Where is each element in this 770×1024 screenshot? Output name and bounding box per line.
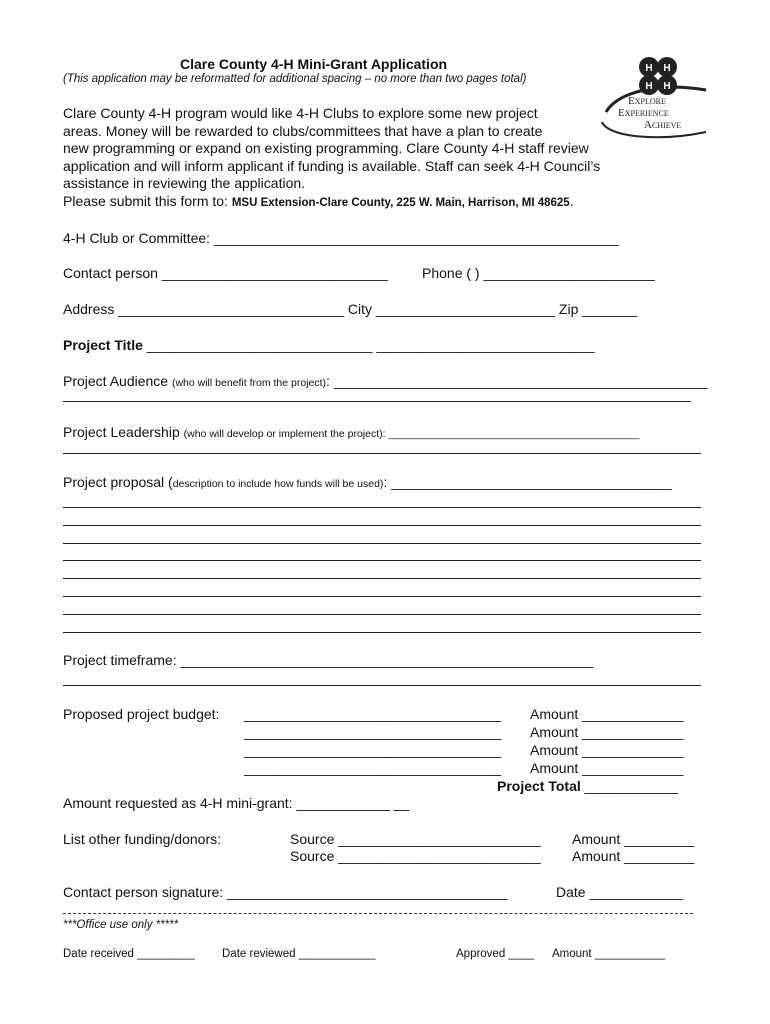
budget-item-line[interactable]: _________________________________ [244,724,501,740]
amount-label: Amount [530,760,579,776]
budget-amount[interactable] [530,706,683,722]
amount-line: _____________ [582,760,684,776]
budget-amount[interactable] [530,742,683,758]
date-label: Date [556,884,586,900]
budget-label: Proposed project budget: [63,706,220,722]
4h-logo [588,52,712,144]
budget-item-line[interactable]: _________________________________ [244,742,501,758]
svg-text:H: H [663,63,671,74]
amount-label: Amount [530,706,579,722]
amount-label: Amount [572,848,621,864]
funding-amount-line: _________ [624,831,695,847]
submit-address: MSU Extension-Clare County, 225 W. Main, Harrison, MI 48625 [231,196,570,209]
leadership-hint: (who will develop or implement the project): ___________________________________________ [183,428,640,440]
amount-label: Amount [530,724,579,740]
office-separator [63,913,693,914]
date-field[interactable] [556,884,683,900]
other-funding-label: List other funding/donors: [63,831,221,847]
submit-instructions [63,193,600,213]
audience-hint: (who will benefit from the project) [171,377,327,389]
audience-line: : ________________________________________________ [326,373,708,389]
source-line: __________________________ [338,831,541,847]
project-proposal-field[interactable] [63,474,672,490]
office-use-label: ***Office use only ***** [63,919,179,931]
amount-label: Amount [530,742,579,758]
proposal-line[interactable] [63,614,701,615]
intro-line: assistance in reviewing the application. [63,175,306,191]
amount-line: _____________ [582,724,684,740]
proposal-line[interactable] [63,560,701,561]
funding-amount-field[interactable] [572,848,694,864]
intro-paragraph [63,105,600,212]
proposal-label: Project proposal ( [63,474,173,490]
contact-person-field[interactable]: Contact person _____________________________ [63,265,388,281]
funding-source-field[interactable] [290,831,541,847]
intro-line: areas. Money will be rewarded to clubs/committees that have a plan to create [63,122,543,139]
audience-continuation-line[interactable] [63,401,691,402]
date-line: ____________ [589,884,683,900]
svg-text:H: H [663,81,671,92]
address-field[interactable]: Address _____________________________ City _______________________ Zip _______ [63,301,637,317]
signature-field[interactable]: Contact person signature: ____________________________________ [63,884,508,900]
proposal-hint: description to include how funds will be used) [172,478,384,490]
amount-requested-field[interactable]: Amount requested as 4-H mini-grant: ____________ __ [63,795,410,811]
amount-label: Amount [572,831,621,847]
office-amount-field[interactable]: Amount ___________ [552,948,666,960]
submit-label: Please submit this form to: [63,192,232,209]
project-timeframe-field[interactable]: Project timeframe: _____________________________________________________ [63,652,594,668]
submit-end: . [569,192,574,209]
proposal-line[interactable] [63,507,701,508]
intro-line: Clare County 4-H program would like 4-H Clubs to explore some new project [63,105,538,121]
proposal-line[interactable] [63,596,701,597]
budget-amount[interactable] [530,724,683,740]
amount-line: _____________ [582,706,684,722]
form-subtitle: (This application may be reformatted for additional spacing – no more than two pages total) [63,73,527,85]
source-line: __________________________ [338,848,541,864]
project-total[interactable] [497,778,678,794]
logo-text-achieve: Achieve [644,119,682,131]
svg-text:H: H [645,63,653,74]
timeframe-continuation-line[interactable] [63,685,701,686]
budget-item-line[interactable]: _________________________________ [244,706,501,722]
date-received-field[interactable]: Date received _________ [63,948,195,960]
intro-line: new programming or expand on existing programming. Clare County 4-H staff review [63,140,589,156]
form-title: Clare County 4-H Mini-Grant Application [180,56,448,72]
amount-line: _____________ [582,742,684,758]
proposal-line: : ____________________________________ [383,474,672,490]
budget-item-line[interactable]: _________________________________ [244,760,501,776]
project-total-line: ____________ [584,778,679,794]
project-audience-field[interactable] [63,373,708,389]
funding-amount-field[interactable] [572,831,694,847]
project-title-line: _____________________________ ____________________________ [142,337,595,353]
logo-text-experience: Experience [618,107,669,119]
leadership-continuation-line[interactable] [63,453,701,454]
club-field[interactable]: 4-H Club or Committee: ____________________________________________________ [63,230,619,246]
proposal-line[interactable] [63,525,701,526]
approved-field[interactable]: Approved ____ [456,948,535,960]
project-title-field[interactable] [63,337,594,353]
proposal-line[interactable] [63,578,701,579]
logo-text-explore: Explore [628,95,666,107]
leadership-label: Project Leadership [63,424,184,440]
budget-amount[interactable] [530,760,683,776]
phone-field[interactable]: Phone ( ) ______________________ [422,265,655,281]
source-label: Source [290,831,335,847]
project-total-label: Project Total [497,778,581,794]
date-reviewed-field[interactable]: Date reviewed ____________ [222,948,376,960]
proposal-line[interactable] [63,543,701,544]
intro-line: application and will inform applicant if funding is available. Staff can seek 4-H Council’s [63,157,601,174]
project-leadership-field[interactable] [63,424,640,440]
funding-amount-line: _________ [624,848,695,864]
svg-text:H: H [645,81,653,92]
audience-label: Project Audience [63,373,172,389]
project-title-label: Project Title [63,337,143,353]
source-label: Source [290,848,335,864]
funding-source-field[interactable] [290,848,541,864]
proposal-line[interactable] [63,632,701,633]
